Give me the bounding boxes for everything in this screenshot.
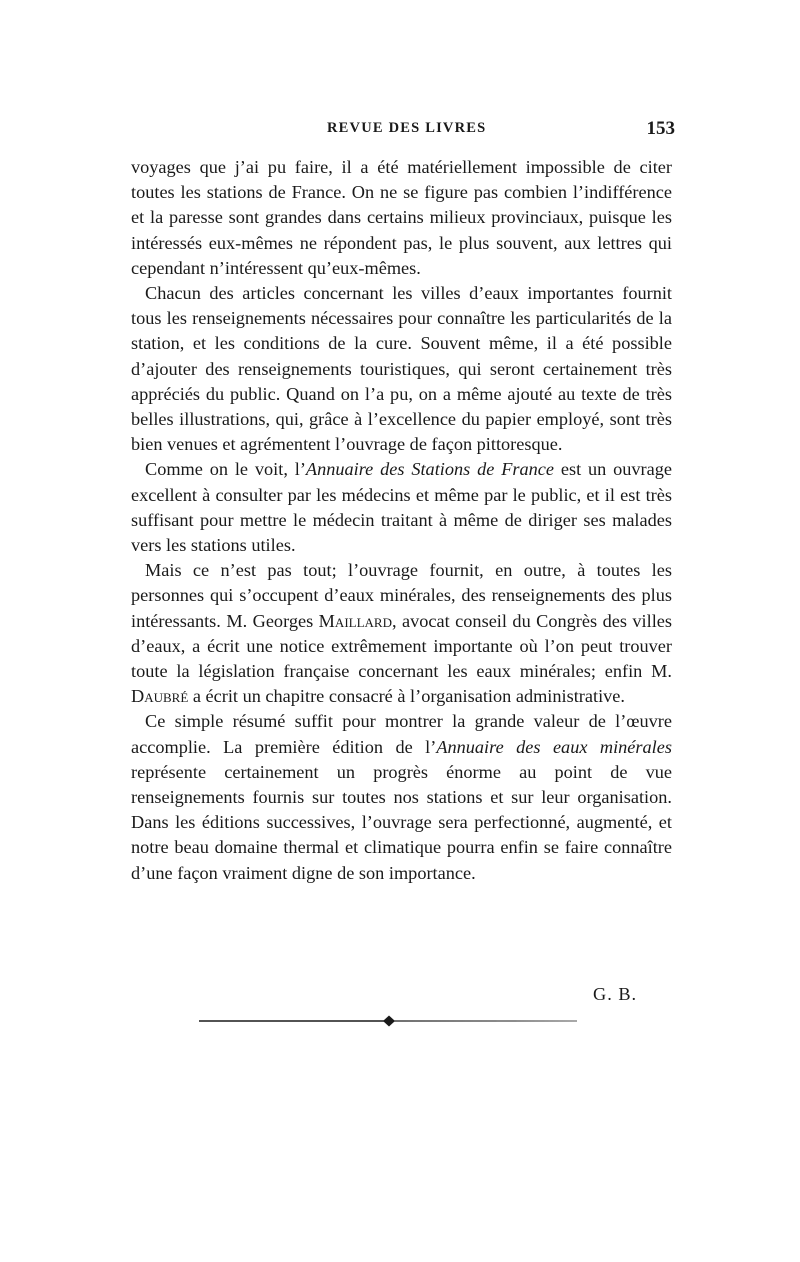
person-name: Maillard xyxy=(318,610,392,631)
person-name: Daubré xyxy=(131,686,189,707)
text-run: voyages que j’ai pu faire, il a été matériellement impossible de citer toutes les stations de France. On ne se figure pas combien l’indifférence et la paresse sont grandes dans certains milieux provinciaux, puisque les intéressés eux-mêmes ne répondent pas, le plus souvent, aux lettres qui cependant n’intéressent qu’eux-mêmes. xyxy=(131,157,672,278)
running-title: REVUE DES LIVRES xyxy=(327,120,487,136)
paragraph xyxy=(131,281,672,457)
rule-right-line xyxy=(391,1020,577,1021)
text-run: est un ouvrage excellent à consulter par les médecins et même par le public, et il est très suffisant pour mettre le médecin traitant à même de diriger ses malades vers les stations utiles. xyxy=(131,459,673,556)
fleuron-rule xyxy=(199,1015,579,1027)
italic-title: Annuaire des Stations de France xyxy=(305,459,554,480)
paragraph xyxy=(131,558,672,709)
text-run: Chacun des articles concernant les villes d’eaux importantes fournit tous les renseignements nécessaires pour connaître les particularités de la station, et les conditions de la cure. Souvent même, il a été possible d’ajouter des renseignements touristiques, qui seront certainement très appréciés du public. Quand on l’a pu, on a même ajouté au texte de très belles illustrations, qui, grâce à l’excellence du papier employé, sont très bien venues et agrémentent l’ouvrage de façon pittoresque. xyxy=(131,283,672,455)
italic-title: Annuaire des eaux minérales xyxy=(436,736,672,757)
paragraph xyxy=(131,709,672,885)
text-run: Ce simple résumé suffit pour montrer la grande valeur de l’œuvre accomplie. La première édition de l’ xyxy=(131,711,672,757)
article-body xyxy=(131,155,672,886)
running-head xyxy=(130,118,675,142)
text-run: représente certainement un progrès énorme au point de vue renseignements fournis sur toutes nos stations et sur leur organisation. Dans les éditions successives, l’ouvrage sera perfectionné, augmenté, et notre beau domaine thermal et climatique pourra enfin se faire connaître d’une façon vraiment digne de son importance. xyxy=(131,761,672,883)
page-number: 153 xyxy=(646,118,675,139)
text-run: Mais ce n’est pas tout; l’ouvrage fournit, en outre, à toutes les personnes qui s’occupent d’eaux minérales, des renseignements des plus intéressants. M. Georges xyxy=(131,560,672,631)
author-signature: G. B. xyxy=(593,984,638,1004)
text-run: , avocat conseil du Congrès des villes d’eaux, a écrit une notice extrêmement importante où l’on peut trouver toute la législation française concernant les eaux minérales; enfin M. xyxy=(131,610,673,682)
text-run: a écrit un chapitre consacré à l’organisation administrative. xyxy=(188,686,625,707)
paragraph xyxy=(131,155,672,281)
rule-left-line xyxy=(199,1020,387,1022)
text-run: Comme on le voit, l’ xyxy=(145,459,306,480)
paragraph xyxy=(131,457,672,558)
